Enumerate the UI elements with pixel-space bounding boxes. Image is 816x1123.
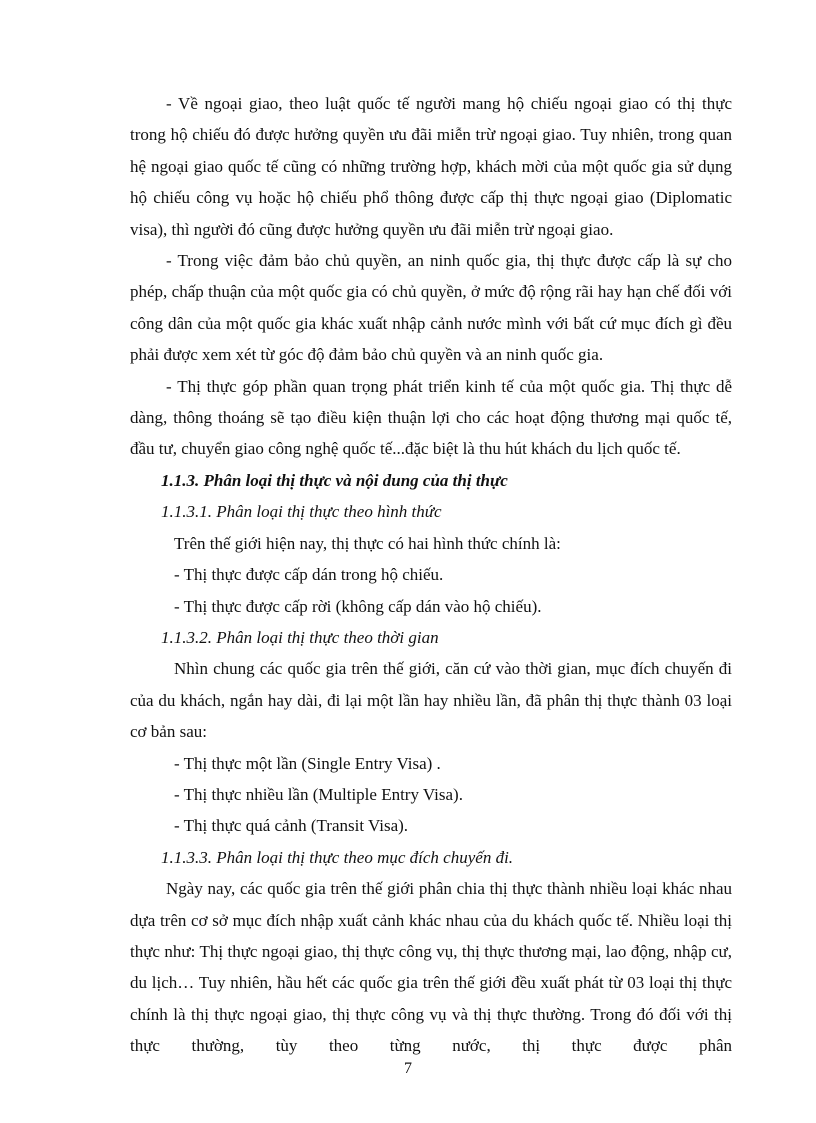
page-number: 7 xyxy=(404,1060,412,1077)
list-item: - Thị thực được cấp dán trong hộ chiếu. xyxy=(174,565,444,585)
list-item: - Thị thực được cấp rời (không cấp dán vào hộ chiếu). xyxy=(174,596,542,616)
list-item: - Thị thực nhiều lần (Multiple Entry Visa). xyxy=(174,784,463,804)
list-item: - Thị thực quá cảnh (Transit Visa). xyxy=(174,816,409,836)
paragraph-diplomatic: - Về ngoại giao, theo luật quốc tế người mang hộ chiếu ngoại giao có thị thực trong hộ chiếu đó được hưởng quyền ưu đãi miễn trừ ngoại giao. Tuy nhiên, trong quan hệ ngoại giao quốc tế cũng có những trường hợp, khách mời của một quốc gia sử dụng hộ chiếu công vụ hoặc hộ chiếu phổ thông được cấp thị thực ngoại giao (Diplomatic visa), thì người đó cũng được hưởng quyền ưu đãi miễn trừ ngoại giao. xyxy=(130,94,732,239)
document-page xyxy=(130,88,732,1062)
paragraph-sovereignty: - Trong việc đảm bảo chủ quyền, an ninh quốc gia, thị thực được cấp là sự cho phép, chấp thuận của một quốc gia có chủ quyền, ở mức độ rộng rãi hay hạn chế đối với công dân của một quốc gia khác xuất nhập cảnh nước mình với bất cứ mục đích gì đều phải được xem xét từ góc độ đảm bảo chủ quyền và an ninh quốc gia. xyxy=(130,251,732,365)
paragraph-economy: - Thị thực góp phần quan trọng phát triển kinh tế của một quốc gia. Thị thực dễ dàng, thông thoáng sẽ tạo điều kiện thuận lợi cho các hoạt động thương mại quốc tế, đầu tư, chuyển giao công nghệ quốc tế...đặc biệt là thu hút khách du lịch quốc tế. xyxy=(130,376,732,459)
subsection-heading-1-1-3-3: 1.1.3.3. Phân loại thị thực theo mục đích chuyến đi. xyxy=(161,847,514,867)
subsection-body: Ngày nay, các quốc gia trên thế giới phân chia thị thực thành nhiều loại khác nhau dựa trên cơ sở mục đích nhập xuất cảnh khác nhau của du khách quốc tế. Nhiều loại thị thực như: Thị thực ngoại giao, thị thực công vụ, thị thực thương mại, lao động, nhập cư, du lịch… Tuy nhiên, hầu hết các quốc gia trên thế giới đều xuất phát từ 03 loại thị thực chính là thị thực ngoại giao, thị thực công vụ và thị thực thường. Trong đó đối với thị thực thường, tùy theo từng nước, thị thực được phân xyxy=(130,879,732,1056)
subsection-heading-1-1-3-1: 1.1.3.1. Phân loại thị thực theo hình thức xyxy=(161,502,442,522)
subsection-intro: Trên thế giới hiện nay, thị thực có hai hình thức chính là: xyxy=(174,533,561,553)
section-heading-1-1-3: 1.1.3. Phân loại thị thực và nội dung của thị thực xyxy=(161,470,508,490)
subsection-heading-1-1-3-2: 1.1.3.2. Phân loại thị thực theo thời gian xyxy=(161,627,439,647)
subsection-intro: Nhìn chung các quốc gia trên thế giới, căn cứ vào thời gian, mục đích chuyến đi của du khách, ngắn hay dài, đi lại một lần hay nhiều lần, đã phân thị thực thành 03 loại cơ bản sau: xyxy=(130,659,732,742)
list-item: - Thị thực một lần (Single Entry Visa) . xyxy=(174,753,441,773)
